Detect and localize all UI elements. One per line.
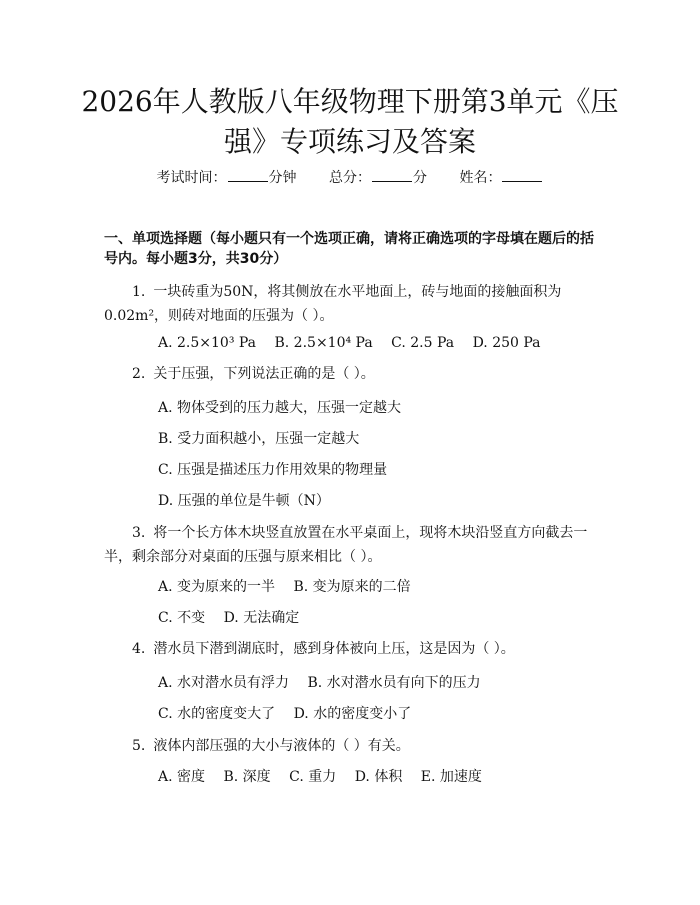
- exam-time-blank[interactable]: [228, 169, 268, 182]
- option-d[interactable]: D. 体积: [354, 769, 403, 785]
- option-d[interactable]: D. 无法确定: [223, 610, 300, 626]
- option-e[interactable]: E. 加速度: [420, 769, 482, 785]
- exam-time-unit: 分钟: [268, 170, 297, 186]
- option-d[interactable]: D. 水的密度变小了: [293, 706, 412, 722]
- question-2: [104, 362, 596, 386]
- exam-time-label: 考试时间：: [156, 170, 227, 186]
- question-4: [104, 637, 596, 661]
- question-number: 3.: [132, 525, 146, 541]
- question-4-options-row2: [158, 704, 598, 724]
- question-1-options: [158, 333, 598, 353]
- question-2-option-c[interactable]: [158, 460, 598, 480]
- option-b[interactable]: B. 变为原来的二倍: [293, 579, 411, 595]
- option-c[interactable]: C. 重力: [289, 769, 337, 785]
- question-2-option-a[interactable]: [158, 398, 598, 418]
- option-b[interactable]: B. 2.5×10⁴ Pa: [274, 335, 373, 351]
- option-b[interactable]: B. 深度: [223, 769, 271, 785]
- question-text: 一块砖重为50N，将其侧放在水平地面上，砖与地面的接触面积为0.02m²，则砖对地面的压强为（ ）。: [104, 284, 562, 324]
- question-3: [104, 521, 596, 569]
- option-c[interactable]: C. 水的密度变大了: [158, 706, 276, 722]
- question-2-option-b[interactable]: [158, 429, 598, 449]
- exam-info: [0, 168, 700, 188]
- question-3-options-row1: [158, 577, 598, 597]
- option-b[interactable]: B. 水对潜水员有向下的压力: [307, 675, 481, 691]
- question-5: [104, 734, 596, 758]
- question-2-option-d[interactable]: [158, 491, 598, 511]
- student-name-blank[interactable]: [502, 169, 542, 182]
- student-name-label: 姓名：: [459, 170, 502, 186]
- option-c[interactable]: C. 压强是描述压力作用效果的物理量: [158, 462, 388, 478]
- option-a[interactable]: A. 变为原来的一半: [158, 579, 276, 595]
- option-a[interactable]: A. 水对潜水员有浮力: [158, 675, 290, 691]
- option-d[interactable]: D. 250 Pa: [472, 335, 541, 351]
- option-c[interactable]: C. 2.5 Pa: [391, 335, 455, 351]
- option-a[interactable]: A. 密度: [158, 769, 206, 785]
- question-number: 1.: [132, 284, 146, 300]
- question-3-options-row2: [158, 608, 598, 628]
- question-text: 液体内部压强的大小与液体的（ ）有关。: [153, 738, 410, 754]
- document-title: 2026年人教版八年级物理下册第3单元《压强》专项练习及答案: [81, 85, 619, 158]
- total-score-blank[interactable]: [372, 169, 412, 182]
- option-a[interactable]: A. 2.5×10³ Pa: [158, 335, 257, 351]
- question-number: 5.: [132, 738, 146, 754]
- question-number: 4.: [132, 641, 146, 657]
- option-b[interactable]: B. 受力面积越小，压强一定越大: [158, 431, 360, 447]
- student-name-field: [459, 170, 543, 186]
- question-text: 关于压强，下列说法正确的是（ ）。: [153, 366, 375, 382]
- total-score-field: [329, 170, 431, 186]
- total-score-unit: 分: [413, 170, 427, 186]
- question-1: [104, 280, 596, 328]
- question-5-options: [158, 767, 598, 787]
- section-heading: 一、单项选择题（每小题只有一个选项正确，请将正确选项的字母填在题后的括号内。每小题3分，共30分）: [104, 231, 594, 267]
- question-text: 将一个长方体木块竖直放置在水平桌面上，现将木块沿竖直方向截去一半，剩余部分对桌面的压强与原来相比（ ）。: [104, 525, 588, 565]
- option-a[interactable]: A. 物体受到的压力越大，压强一定越大: [158, 400, 402, 416]
- exam-time-field: [157, 170, 301, 186]
- option-c[interactable]: C. 不变: [158, 610, 206, 626]
- question-4-options-row1: [158, 673, 598, 693]
- option-d[interactable]: D. 压强的单位是牛顿（N）: [158, 493, 330, 509]
- question-text: 潜水员下潜到湖底时，感到身体被向上压，这是因为（ ）。: [153, 641, 515, 657]
- question-number: 2.: [132, 366, 146, 382]
- total-score-label: 总分：: [329, 170, 371, 186]
